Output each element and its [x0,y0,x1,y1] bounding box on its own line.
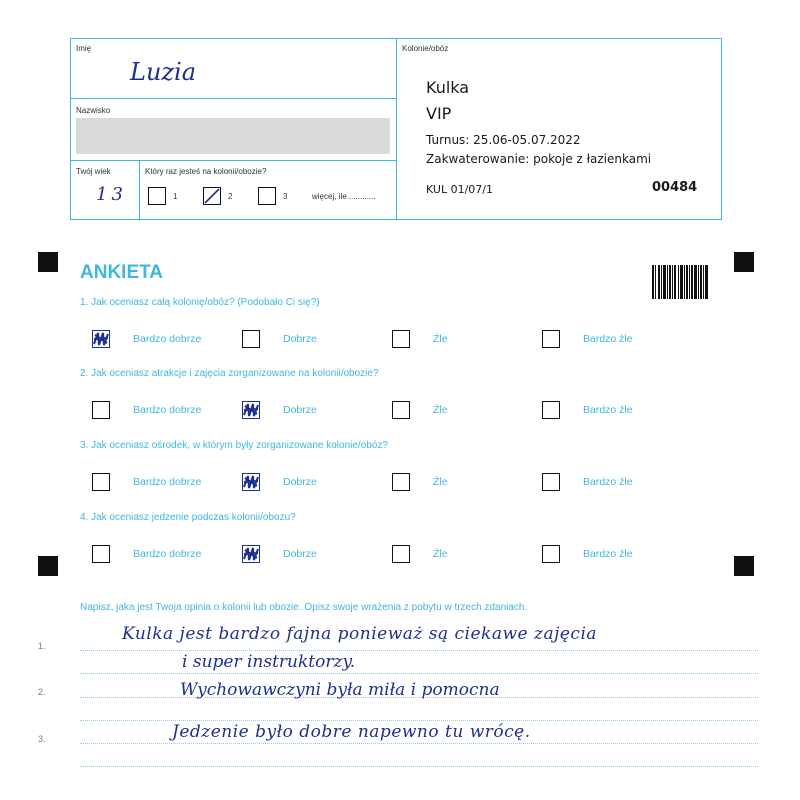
handwritten-answer-1: Kulka jest bardzo fajna ponieważ są ciekawe zajęcia [122,624,598,644]
question-3-checkbox-zle[interactable] [392,473,410,491]
question-3-checkbox-dobrze[interactable] [242,473,260,491]
survey-title: ANKIETA [80,262,164,283]
camp-type: VIP [426,104,452,123]
answer-line-6 [80,766,758,767]
ktory-raz-label: Który raz jesteś na kolonii/obozie? [145,167,267,176]
question-3-checkbox-bardzo-dobrze[interactable] [92,473,110,491]
form-number: 00484 [652,180,698,195]
scribble-mark-icon [243,474,259,490]
kolonia-label: Kolonie/obóz [402,44,449,53]
answer-line-5 [80,743,758,744]
alignment-marker-bottom-left [38,556,58,576]
question-1-checkbox-dobrze[interactable] [242,330,260,348]
wiek-label: Twój wiek [76,167,111,176]
handwritten-answer-4: Jedzenie było dobre napewno tu wrócę. [172,722,531,742]
turnus-label: Turnus: [426,133,470,147]
barcode [652,265,708,299]
question-2-text: 2. Jak oceniasz atrakcje i zajęcia zorganizowane na kolonii/obozie? [80,368,379,379]
question-1-checkbox-bardzo-zle[interactable] [542,330,560,348]
answer-line-2 [80,673,758,674]
imie-value: Luzia [130,58,197,86]
question-2-checkbox-bardzo-zle[interactable] [542,401,560,419]
handwritten-answer-2: i super instruktorzy. [182,652,356,672]
question-4-option-dobrze: Dobrze [283,548,317,560]
ktory-raz-more: więcej, ile ............ [312,192,376,201]
line-number-1: 1. [38,641,46,651]
question-3-option-bardzo-zle: Bardzo źle [583,476,633,488]
answer-line-1 [80,650,758,651]
question-1-checkbox-zle[interactable] [392,330,410,348]
form-code: KUL 01/07/1 [426,183,493,196]
ktory-raz-option-3: 3 [283,192,288,201]
scribble-mark-icon [243,546,259,562]
imie-label: Imię [76,44,92,53]
question-2-checkbox-dobrze[interactable] [242,401,260,419]
nazwisko-label: Nazwisko [76,106,111,115]
camp-name: Kulka [426,78,470,97]
ktory-raz-checkbox-3[interactable] [258,187,276,205]
question-1-option-zle: Źle [433,333,448,345]
alignment-marker-bottom-right [734,556,754,576]
question-2-option-zle: Źle [433,404,448,416]
ktory-raz-option-2: 2 [228,192,233,201]
question-4-checkbox-bardzo-zle[interactable] [542,545,560,563]
line-number-3: 3. [38,734,46,744]
question-2-checkbox-zle[interactable] [392,401,410,419]
question-4-checkbox-dobrze[interactable] [242,545,260,563]
alignment-marker-top-right [734,252,754,272]
question-3-option-dobrze: Dobrze [283,476,317,488]
line-number-2: 2. [38,687,46,697]
question-3-option-bardzo-dobrze: Bardzo dobrze [133,476,202,488]
header-divider-nazwisko [70,160,397,161]
header-divider-imie [70,98,397,99]
question-1-checkbox-bardzo-dobrze[interactable] [92,330,110,348]
opinion-prompt: Napisz, jaka jest Twoja opinia o kolonii lub obozie. Opisz swoje wrażenia z pobytu w trzech zdaniach. [80,602,528,613]
wiek-value: 13 [96,184,127,205]
question-2-option-dobrze: Dobrze [283,404,317,416]
ktory-raz-checkbox-2[interactable] [203,187,221,205]
scribble-mark-icon [243,402,259,418]
question-4-checkbox-zle[interactable] [392,545,410,563]
header-divider-wiek [139,160,140,219]
question-3-checkbox-bardzo-zle[interactable] [542,473,560,491]
question-4-text: 4. Jak oceniasz jedzenie podczas kolonii/obozu? [80,512,296,523]
question-1-text: 1. Jak oceniasz całą kolonię/obóz? (Podobało Ci się?) [80,297,320,308]
question-4-option-zle: Źle [433,548,448,560]
question-3-option-zle: Źle [433,476,448,488]
question-2-option-bardzo-zle: Bardzo źle [583,404,633,416]
turnus [426,133,581,147]
question-1-option-dobrze: Dobrze [283,333,317,345]
barcode-graphic [652,265,708,299]
ktory-raz-option-1: 1 [173,192,178,201]
zakwaterowanie-value: pokoje z łazienkami [533,152,652,166]
question-4-option-bardzo-zle: Bardzo źle [583,548,633,560]
zakwaterowanie-label: Zakwaterowanie: [426,152,530,166]
question-2-option-bardzo-dobrze: Bardzo dobrze [133,404,202,416]
turnus-value: 25.06-05.07.2022 [473,133,581,147]
nazwisko-redacted [76,118,390,154]
header-divider-vertical [396,38,397,219]
question-3-text: 3. Jak oceniasz ośrodek, w którym były zorganizowane kolonie/obóz? [80,440,388,451]
question-2-checkbox-bardzo-dobrze[interactable] [92,401,110,419]
question-4-option-bardzo-dobrze: Bardzo dobrze [133,548,202,560]
ktory-raz-checkbox-1[interactable] [148,187,166,205]
scribble-mark-icon [93,331,109,347]
answer-line-4 [80,720,758,721]
question-1-option-bardzo-dobrze: Bardzo dobrze [133,333,202,345]
question-4-checkbox-bardzo-dobrze[interactable] [92,545,110,563]
zakwaterowanie [426,152,651,166]
question-1-option-bardzo-zle: Bardzo źle [583,333,633,345]
alignment-marker-top-left [38,252,58,272]
handwritten-answer-3: Wychowawczyni była miła i pomocna [180,680,500,700]
